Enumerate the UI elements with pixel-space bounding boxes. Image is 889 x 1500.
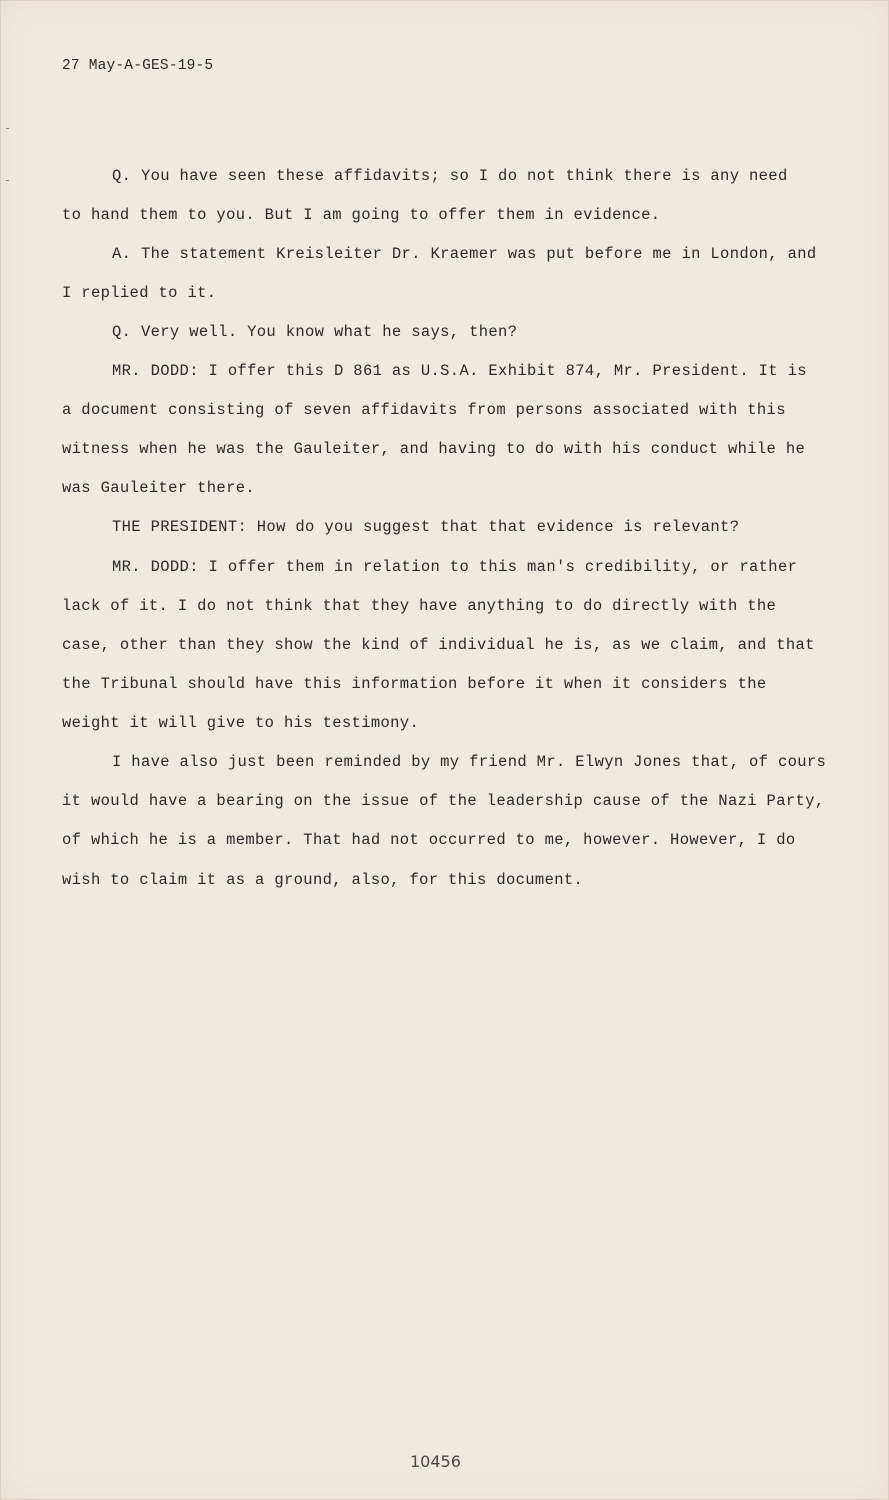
edge-mark [6,180,9,181]
text-line: THE PRESIDENT: How do you suggest that that evidence is relevant? [112,518,740,536]
text-line: was Gauleiter there. [62,479,256,497]
text-line: wish to claim it as a ground, also, for this document. [62,871,584,889]
text-line: to hand them to you. But I am going to offer them in evidence. [62,206,661,224]
text-line: A. The statement Kreisleiter Dr. Kraemer was put before me in London, and [112,245,817,263]
text-line: MR. DODD: I offer them in relation to this man's credibility, or rather [112,558,798,576]
edge-mark [6,128,9,129]
text-line: I replied to it. [62,284,217,302]
text-line: the Tribunal should have this information before it when it considers the [62,675,767,693]
text-line: Q. Very well. You know what he says, then? [112,323,518,341]
text-line: weight it will give to his testimony. [62,714,420,732]
text-line: a document consisting of seven affidavits from persons associated with this [62,401,786,419]
text-line: witness when he was the Gauleiter, and having to do with his conduct while he [62,440,806,458]
text-line: I have also just been reminded by my friend Mr. Elwyn Jones that, of cours [112,753,827,771]
text-line: of which he is a member. That had not occurred to me, however. However, I do [62,831,796,849]
page-number: 10456 [410,1452,461,1471]
text-line: case, other than they show the kind of individual he is, as we claim, and that [62,636,815,654]
text-line: Q. You have seen these affidavits; so I do not think there is any need [112,167,788,185]
text-line: lack of it. I do not think that they have anything to do directly with the [62,597,777,615]
text-line: MR. DODD: I offer this D 861 as U.S.A. Exhibit 874, Mr. President. It is [112,362,807,380]
text-line: it would have a bearing on the issue of the leadership cause of the Nazi Party, [62,792,825,810]
page-identifier: 27 May-A-GES-19-5 [62,58,214,74]
